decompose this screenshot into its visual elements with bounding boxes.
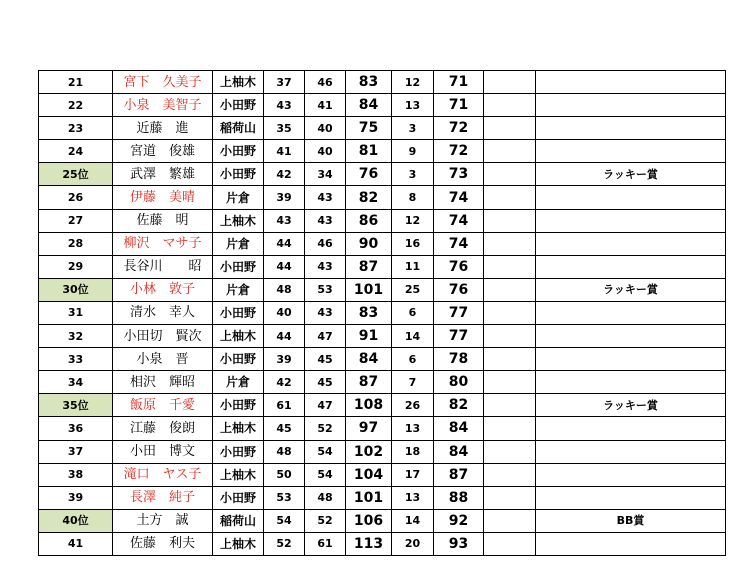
net-score-cell: 74 xyxy=(434,186,484,209)
out-score-cell: 44 xyxy=(264,325,305,348)
net-score-cell: 88 xyxy=(434,486,484,509)
prize-note-cell xyxy=(536,486,726,509)
blank-cell xyxy=(484,301,536,324)
area-cell: 上柚木 xyxy=(213,463,264,486)
player-name-cell: 長谷川 昭 xyxy=(113,255,213,278)
handicap-cell: 18 xyxy=(392,440,434,463)
net-score-cell: 84 xyxy=(434,440,484,463)
net-score-cell: 77 xyxy=(434,325,484,348)
area-cell: 小田野 xyxy=(213,348,264,371)
blank-cell xyxy=(484,486,536,509)
net-score-cell: 74 xyxy=(434,209,484,232)
handicap-cell: 7 xyxy=(392,371,434,394)
out-score-cell: 39 xyxy=(264,186,305,209)
in-score-cell: 41 xyxy=(305,94,346,117)
handicap-cell: 16 xyxy=(392,232,434,255)
in-score-cell: 43 xyxy=(305,209,346,232)
handicap-cell: 12 xyxy=(392,71,434,94)
gross-score-cell: 82 xyxy=(346,186,392,209)
gross-score-cell: 86 xyxy=(346,209,392,232)
handicap-cell: 6 xyxy=(392,348,434,371)
score-table-body xyxy=(39,71,726,556)
area-cell: 稲荷山 xyxy=(213,509,264,532)
net-score-cell: 93 xyxy=(434,532,484,555)
in-score-cell: 61 xyxy=(305,532,346,555)
in-score-cell: 40 xyxy=(305,117,346,140)
out-score-cell: 42 xyxy=(264,163,305,186)
in-score-cell: 46 xyxy=(305,71,346,94)
out-score-cell: 44 xyxy=(264,232,305,255)
rank-cell: 21 xyxy=(39,71,113,94)
table-row xyxy=(39,140,726,163)
out-score-cell: 61 xyxy=(264,394,305,417)
prize-note-cell xyxy=(536,348,726,371)
blank-cell xyxy=(484,440,536,463)
table-row xyxy=(39,486,726,509)
rank-cell: 30位 xyxy=(39,278,113,301)
net-score-cell: 71 xyxy=(434,71,484,94)
rank-cell: 22 xyxy=(39,94,113,117)
score-table xyxy=(38,70,726,556)
handicap-cell: 26 xyxy=(392,394,434,417)
area-cell: 小田野 xyxy=(213,255,264,278)
gross-score-cell: 83 xyxy=(346,301,392,324)
rank-cell: 31 xyxy=(39,301,113,324)
prize-note-cell xyxy=(536,463,726,486)
handicap-cell: 13 xyxy=(392,94,434,117)
table-row xyxy=(39,209,726,232)
prize-note-cell xyxy=(536,301,726,324)
handicap-cell: 20 xyxy=(392,532,434,555)
table-row xyxy=(39,94,726,117)
table-row xyxy=(39,163,726,186)
handicap-cell: 14 xyxy=(392,325,434,348)
net-score-cell: 77 xyxy=(434,301,484,324)
net-score-cell: 80 xyxy=(434,371,484,394)
net-score-cell: 92 xyxy=(434,509,484,532)
area-cell: 小田野 xyxy=(213,440,264,463)
blank-cell xyxy=(484,325,536,348)
rank-cell: 32 xyxy=(39,325,113,348)
rank-cell: 29 xyxy=(39,255,113,278)
out-score-cell: 43 xyxy=(264,94,305,117)
rank-cell: 38 xyxy=(39,463,113,486)
blank-cell xyxy=(484,232,536,255)
table-row xyxy=(39,301,726,324)
prize-note-cell xyxy=(536,325,726,348)
player-name-cell: 近藤 進 xyxy=(113,117,213,140)
out-score-cell: 40 xyxy=(264,301,305,324)
rank-cell: 36 xyxy=(39,417,113,440)
table-row xyxy=(39,255,726,278)
rank-cell: 39 xyxy=(39,486,113,509)
table-row xyxy=(39,463,726,486)
blank-cell xyxy=(484,278,536,301)
handicap-cell: 25 xyxy=(392,278,434,301)
gross-score-cell: 75 xyxy=(346,117,392,140)
handicap-cell: 14 xyxy=(392,509,434,532)
blank-cell xyxy=(484,348,536,371)
in-score-cell: 43 xyxy=(305,255,346,278)
handicap-cell: 11 xyxy=(392,255,434,278)
prize-note-cell xyxy=(536,209,726,232)
handicap-cell: 13 xyxy=(392,486,434,509)
prize-note-cell xyxy=(536,532,726,555)
prize-note-cell xyxy=(536,417,726,440)
net-score-cell: 78 xyxy=(434,348,484,371)
blank-cell xyxy=(484,209,536,232)
out-score-cell: 45 xyxy=(264,417,305,440)
prize-note-cell xyxy=(536,440,726,463)
blank-cell xyxy=(484,255,536,278)
blank-cell xyxy=(484,532,536,555)
area-cell: 小田野 xyxy=(213,140,264,163)
table-row xyxy=(39,417,726,440)
player-name-cell: 宮道 俊雄 xyxy=(113,140,213,163)
blank-cell xyxy=(484,371,536,394)
net-score-cell: 71 xyxy=(434,94,484,117)
in-score-cell: 54 xyxy=(305,440,346,463)
blank-cell xyxy=(484,117,536,140)
table-row xyxy=(39,186,726,209)
area-cell: 片倉 xyxy=(213,186,264,209)
area-cell: 稲荷山 xyxy=(213,117,264,140)
prize-note-cell xyxy=(536,71,726,94)
prize-note-cell: ラッキー賞 xyxy=(536,394,726,417)
in-score-cell: 52 xyxy=(305,509,346,532)
gross-score-cell: 91 xyxy=(346,325,392,348)
gross-score-cell: 76 xyxy=(346,163,392,186)
table-row xyxy=(39,71,726,94)
rank-cell: 25位 xyxy=(39,163,113,186)
player-name-cell: 宮下 久美子 xyxy=(113,71,213,94)
gross-score-cell: 87 xyxy=(346,371,392,394)
gross-score-cell: 113 xyxy=(346,532,392,555)
player-name-cell: 飯原 千愛 xyxy=(113,394,213,417)
handicap-cell: 17 xyxy=(392,463,434,486)
gross-score-cell: 102 xyxy=(346,440,392,463)
handicap-cell: 3 xyxy=(392,117,434,140)
gross-score-cell: 84 xyxy=(346,348,392,371)
out-score-cell: 35 xyxy=(264,117,305,140)
area-cell: 片倉 xyxy=(213,232,264,255)
player-name-cell: 小林 敦子 xyxy=(113,278,213,301)
prize-note-cell xyxy=(536,371,726,394)
gross-score-cell: 104 xyxy=(346,463,392,486)
table-row xyxy=(39,278,726,301)
player-name-cell: 佐藤 利夫 xyxy=(113,532,213,555)
table-row xyxy=(39,394,726,417)
blank-cell xyxy=(484,463,536,486)
rank-cell: 33 xyxy=(39,348,113,371)
table-row xyxy=(39,440,726,463)
player-name-cell: 江藤 俊朗 xyxy=(113,417,213,440)
out-score-cell: 48 xyxy=(264,278,305,301)
out-score-cell: 44 xyxy=(264,255,305,278)
player-name-cell: 伊藤 美晴 xyxy=(113,186,213,209)
prize-note-cell xyxy=(536,117,726,140)
area-cell: 小田野 xyxy=(213,486,264,509)
area-cell: 小田野 xyxy=(213,94,264,117)
net-score-cell: 73 xyxy=(434,163,484,186)
area-cell: 上柚木 xyxy=(213,71,264,94)
net-score-cell: 72 xyxy=(434,140,484,163)
rank-cell: 41 xyxy=(39,532,113,555)
rank-cell: 23 xyxy=(39,117,113,140)
table-row xyxy=(39,371,726,394)
in-score-cell: 54 xyxy=(305,463,346,486)
rank-cell: 26 xyxy=(39,186,113,209)
net-score-cell: 84 xyxy=(434,417,484,440)
table-row xyxy=(39,348,726,371)
area-cell: 上柚木 xyxy=(213,532,264,555)
player-name-cell: 小田 博文 xyxy=(113,440,213,463)
player-name-cell: 清水 幸人 xyxy=(113,301,213,324)
blank-cell xyxy=(484,140,536,163)
in-score-cell: 45 xyxy=(305,348,346,371)
area-cell: 上柚木 xyxy=(213,209,264,232)
net-score-cell: 82 xyxy=(434,394,484,417)
net-score-cell: 74 xyxy=(434,232,484,255)
rank-cell: 37 xyxy=(39,440,113,463)
table-row xyxy=(39,532,726,555)
player-name-cell: 柳沢 マサ子 xyxy=(113,232,213,255)
rank-cell: 27 xyxy=(39,209,113,232)
player-name-cell: 土方 誠 xyxy=(113,509,213,532)
player-name-cell: 長澤 純子 xyxy=(113,486,213,509)
in-score-cell: 45 xyxy=(305,371,346,394)
out-score-cell: 54 xyxy=(264,509,305,532)
blank-cell xyxy=(484,394,536,417)
out-score-cell: 43 xyxy=(264,209,305,232)
prize-note-cell xyxy=(536,186,726,209)
in-score-cell: 47 xyxy=(305,325,346,348)
handicap-cell: 13 xyxy=(392,417,434,440)
blank-cell xyxy=(484,509,536,532)
area-cell: 片倉 xyxy=(213,371,264,394)
player-name-cell: 滝口 ヤス子 xyxy=(113,463,213,486)
rank-cell: 40位 xyxy=(39,509,113,532)
in-score-cell: 43 xyxy=(305,301,346,324)
net-score-cell: 72 xyxy=(434,117,484,140)
out-score-cell: 42 xyxy=(264,371,305,394)
in-score-cell: 34 xyxy=(305,163,346,186)
area-cell: 小田野 xyxy=(213,394,264,417)
prize-note-cell: ラッキー賞 xyxy=(536,163,726,186)
prize-note-cell xyxy=(536,94,726,117)
out-score-cell: 50 xyxy=(264,463,305,486)
out-score-cell: 48 xyxy=(264,440,305,463)
prize-note-cell: ラッキー賞 xyxy=(536,278,726,301)
area-cell: 小田野 xyxy=(213,163,264,186)
in-score-cell: 43 xyxy=(305,186,346,209)
area-cell: 上柚木 xyxy=(213,417,264,440)
in-score-cell: 52 xyxy=(305,417,346,440)
handicap-cell: 3 xyxy=(392,163,434,186)
table-row xyxy=(39,509,726,532)
player-name-cell: 小泉 美智子 xyxy=(113,94,213,117)
gross-score-cell: 108 xyxy=(346,394,392,417)
rank-cell: 24 xyxy=(39,140,113,163)
rank-cell: 35位 xyxy=(39,394,113,417)
table-row xyxy=(39,232,726,255)
out-score-cell: 39 xyxy=(264,348,305,371)
in-score-cell: 47 xyxy=(305,394,346,417)
out-score-cell: 37 xyxy=(264,71,305,94)
gross-score-cell: 101 xyxy=(346,486,392,509)
area-cell: 小田野 xyxy=(213,301,264,324)
net-score-cell: 76 xyxy=(434,278,484,301)
in-score-cell: 53 xyxy=(305,278,346,301)
handicap-cell: 12 xyxy=(392,209,434,232)
handicap-cell: 6 xyxy=(392,301,434,324)
in-score-cell: 48 xyxy=(305,486,346,509)
prize-note-cell xyxy=(536,255,726,278)
blank-cell xyxy=(484,417,536,440)
player-name-cell: 佐藤 明 xyxy=(113,209,213,232)
area-cell: 上柚木 xyxy=(213,325,264,348)
gross-score-cell: 90 xyxy=(346,232,392,255)
out-score-cell: 52 xyxy=(264,532,305,555)
gross-score-cell: 106 xyxy=(346,509,392,532)
player-name-cell: 相沢 輝昭 xyxy=(113,371,213,394)
blank-cell xyxy=(484,71,536,94)
out-score-cell: 53 xyxy=(264,486,305,509)
gross-score-cell: 87 xyxy=(346,255,392,278)
blank-cell xyxy=(484,94,536,117)
gross-score-cell: 97 xyxy=(346,417,392,440)
gross-score-cell: 84 xyxy=(346,94,392,117)
gross-score-cell: 101 xyxy=(346,278,392,301)
player-name-cell: 小泉 晋 xyxy=(113,348,213,371)
out-score-cell: 41 xyxy=(264,140,305,163)
net-score-cell: 87 xyxy=(434,463,484,486)
area-cell: 片倉 xyxy=(213,278,264,301)
table-row xyxy=(39,325,726,348)
in-score-cell: 46 xyxy=(305,232,346,255)
prize-note-cell: BB賞 xyxy=(536,509,726,532)
prize-note-cell xyxy=(536,140,726,163)
blank-cell xyxy=(484,163,536,186)
table-row xyxy=(39,117,726,140)
prize-note-cell xyxy=(536,232,726,255)
net-score-cell: 76 xyxy=(434,255,484,278)
in-score-cell: 40 xyxy=(305,140,346,163)
player-name-cell: 武澤 繁雄 xyxy=(113,163,213,186)
blank-cell xyxy=(484,186,536,209)
handicap-cell: 8 xyxy=(392,186,434,209)
gross-score-cell: 83 xyxy=(346,71,392,94)
rank-cell: 28 xyxy=(39,232,113,255)
rank-cell: 34 xyxy=(39,371,113,394)
gross-score-cell: 81 xyxy=(346,140,392,163)
player-name-cell: 小田切 賢次 xyxy=(113,325,213,348)
handicap-cell: 9 xyxy=(392,140,434,163)
